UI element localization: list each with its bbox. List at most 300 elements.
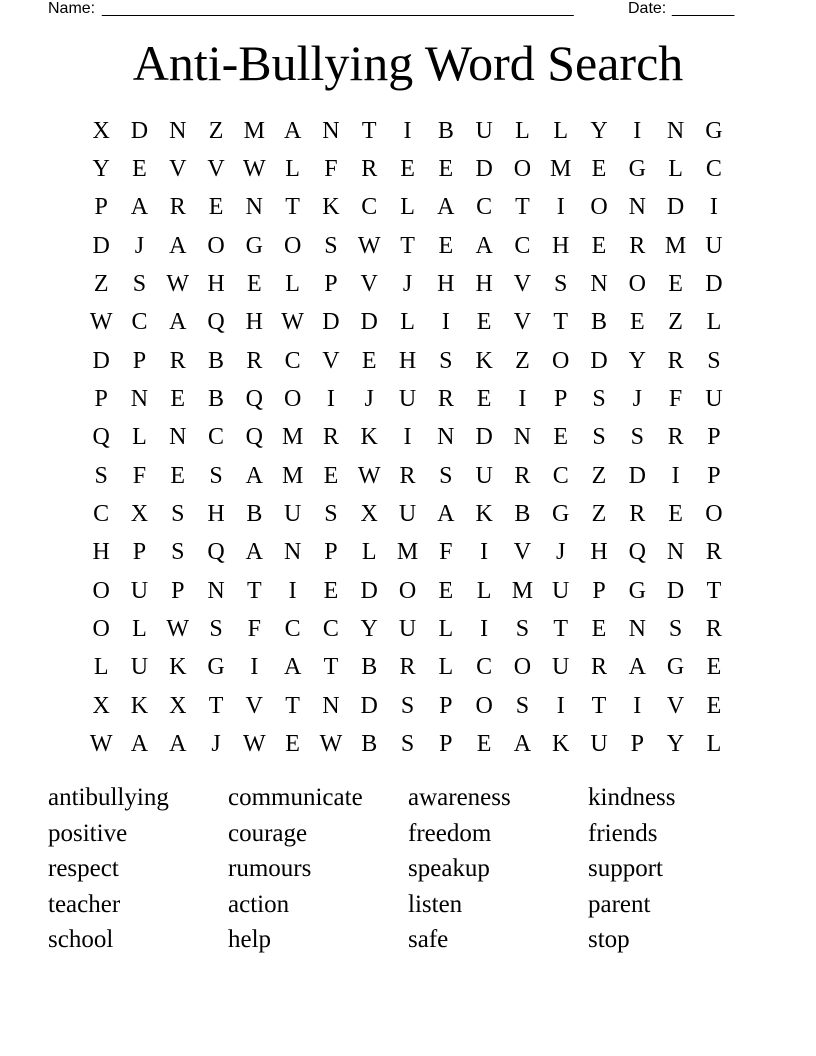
- grid-letter[interactable]: I: [556, 692, 565, 719]
- grid-letter[interactable]: N: [207, 577, 225, 604]
- grid-letter[interactable]: T: [285, 194, 300, 221]
- grid-letter[interactable]: E: [400, 156, 415, 183]
- grid-letter[interactable]: L: [132, 424, 147, 451]
- grid-letter[interactable]: S: [668, 616, 683, 643]
- grid-letter[interactable]: S: [554, 271, 568, 298]
- grid-letter[interactable]: D: [705, 271, 723, 298]
- grid-letter[interactable]: B: [591, 309, 608, 336]
- grid-letter[interactable]: O: [283, 386, 302, 413]
- grid-letter[interactable]: C: [208, 424, 225, 451]
- grid-letter[interactable]: O: [475, 692, 493, 719]
- grid-letter[interactable]: O: [92, 577, 110, 604]
- grid-letter[interactable]: W: [89, 309, 113, 336]
- grid-letter[interactable]: Z: [668, 309, 683, 336]
- grid-letter[interactable]: Q: [245, 424, 263, 451]
- grid-letter[interactable]: B: [246, 501, 263, 528]
- grid-letter[interactable]: K: [475, 501, 493, 528]
- grid-letter[interactable]: U: [705, 386, 723, 413]
- grid-letter[interactable]: I: [518, 386, 527, 413]
- grid-letter[interactable]: S: [94, 462, 108, 489]
- grid-letter[interactable]: N: [283, 539, 302, 566]
- grid-letter[interactable]: E: [476, 731, 492, 758]
- grid-letter[interactable]: B: [208, 386, 225, 413]
- grid-letter[interactable]: W: [89, 731, 113, 758]
- grid-letter[interactable]: R: [705, 616, 722, 643]
- grid-letter[interactable]: V: [666, 692, 685, 719]
- grid-letter[interactable]: C: [476, 194, 493, 221]
- grid-letter[interactable]: N: [590, 271, 608, 298]
- grid-letter[interactable]: D: [475, 424, 493, 451]
- grid-letter[interactable]: J: [211, 731, 221, 758]
- grid-letter[interactable]: P: [94, 194, 108, 221]
- grid-letter[interactable]: V: [513, 539, 532, 566]
- grid-letter[interactable]: S: [171, 539, 185, 566]
- grid-letter[interactable]: Q: [207, 309, 225, 336]
- grid-letter[interactable]: Y: [590, 117, 608, 144]
- grid-letter[interactable]: P: [324, 539, 338, 566]
- grid-letter[interactable]: V: [169, 156, 187, 183]
- grid-letter[interactable]: W: [357, 232, 381, 259]
- grid-letter[interactable]: N: [666, 117, 685, 144]
- grid-letter[interactable]: V: [360, 271, 378, 298]
- grid-letter[interactable]: E: [553, 424, 569, 451]
- grid-letter[interactable]: R: [629, 232, 646, 259]
- grid-letter[interactable]: Q: [92, 424, 110, 451]
- name-field[interactable]: _____________________________________________________: [102, 0, 574, 17]
- grid-letter[interactable]: I: [326, 386, 335, 413]
- grid-letter[interactable]: C: [361, 194, 378, 221]
- grid-letter[interactable]: N: [245, 194, 263, 221]
- grid-letter[interactable]: I: [403, 424, 412, 451]
- grid-letter[interactable]: O: [552, 347, 570, 374]
- grid-letter[interactable]: E: [591, 232, 607, 259]
- grid-letter[interactable]: H: [437, 271, 455, 298]
- grid-letter[interactable]: G: [628, 156, 646, 183]
- grid-letter[interactable]: O: [628, 271, 646, 298]
- grid-letter[interactable]: S: [324, 232, 338, 259]
- grid-letter[interactable]: K: [322, 194, 340, 221]
- grid-letter[interactable]: T: [400, 232, 415, 259]
- grid-letter[interactable]: D: [590, 347, 608, 374]
- grid-letter[interactable]: Y: [360, 616, 378, 643]
- grid-letter[interactable]: S: [400, 692, 415, 719]
- grid-letter[interactable]: I: [556, 194, 565, 221]
- grid-letter[interactable]: E: [706, 692, 722, 719]
- grid-letter[interactable]: I: [480, 539, 489, 566]
- grid-letter[interactable]: C: [514, 232, 531, 259]
- grid-letter[interactable]: P: [630, 731, 644, 758]
- grid-letter[interactable]: R: [399, 462, 416, 489]
- grid-letter[interactable]: O: [283, 232, 302, 259]
- grid-letter[interactable]: O: [92, 616, 110, 643]
- grid-letter[interactable]: S: [209, 462, 223, 489]
- grid-letter[interactable]: N: [628, 616, 646, 643]
- grid-letter[interactable]: U: [398, 616, 417, 643]
- grid-letter[interactable]: E: [591, 156, 607, 183]
- grid-letter[interactable]: E: [706, 654, 722, 681]
- grid-letter[interactable]: U: [130, 654, 149, 681]
- grid-letter[interactable]: A: [513, 731, 532, 758]
- grid-letter[interactable]: R: [591, 654, 608, 681]
- grid-letter[interactable]: R: [169, 347, 186, 374]
- grid-letter[interactable]: V: [513, 271, 532, 298]
- grid-letter[interactable]: D: [475, 156, 493, 183]
- grid-letter[interactable]: A: [130, 194, 149, 221]
- grid-letter[interactable]: P: [439, 731, 453, 758]
- grid-letter[interactable]: R: [705, 539, 722, 566]
- word-bank-item: respect: [48, 855, 119, 882]
- letter-grid: [82, 112, 733, 764]
- grid-letter[interactable]: S: [592, 424, 606, 451]
- grid-letter[interactable]: R: [437, 386, 454, 413]
- grid-letter[interactable]: K: [475, 347, 493, 374]
- grid-letter[interactable]: C: [322, 616, 339, 643]
- grid-letter[interactable]: T: [247, 577, 262, 604]
- grid-letter[interactable]: P: [439, 692, 453, 719]
- grid-letter[interactable]: T: [285, 692, 300, 719]
- grid-letter[interactable]: W: [319, 731, 343, 758]
- grid-letter[interactable]: G: [552, 501, 570, 528]
- grid-letter[interactable]: G: [705, 117, 723, 144]
- grid-letter[interactable]: U: [130, 577, 149, 604]
- grid-letter[interactable]: C: [284, 347, 301, 374]
- grid-letter[interactable]: P: [707, 424, 721, 451]
- grid-letter[interactable]: W: [243, 156, 266, 183]
- grid-letter[interactable]: C: [705, 156, 722, 183]
- grid-letter[interactable]: L: [438, 616, 454, 643]
- grid-letter[interactable]: S: [439, 347, 453, 374]
- grid-letter[interactable]: M: [511, 577, 534, 604]
- word-bank-item: communicate: [228, 784, 363, 811]
- grid-letter[interactable]: G: [207, 654, 225, 681]
- grid-letter[interactable]: R: [629, 501, 646, 528]
- grid-letter[interactable]: R: [361, 156, 378, 183]
- grid-letter[interactable]: K: [552, 731, 570, 758]
- grid-letter[interactable]: G: [245, 232, 263, 259]
- grid-letter[interactable]: H: [207, 501, 225, 528]
- grid-letter[interactable]: S: [132, 271, 147, 298]
- grid-letter[interactable]: E: [170, 386, 186, 413]
- grid-letter[interactable]: T: [515, 194, 530, 221]
- grid-letter[interactable]: D: [92, 347, 110, 374]
- grid-letter[interactable]: R: [399, 654, 416, 681]
- grid-letter[interactable]: O: [207, 232, 225, 259]
- grid-letter[interactable]: M: [396, 539, 419, 566]
- grid-letter[interactable]: V: [513, 309, 532, 336]
- grid-letter[interactable]: E: [208, 194, 224, 221]
- grid-letter[interactable]: A: [245, 462, 263, 489]
- grid-letter[interactable]: F: [439, 539, 453, 566]
- grid-letter[interactable]: L: [706, 309, 722, 336]
- grid-letter[interactable]: P: [324, 271, 338, 298]
- grid-letter[interactable]: N: [666, 539, 685, 566]
- grid-letter[interactable]: X: [169, 692, 187, 719]
- grid-letter[interactable]: S: [592, 386, 606, 413]
- grid-letter[interactable]: L: [515, 117, 530, 144]
- grid-letter[interactable]: U: [398, 501, 417, 528]
- grid-letter[interactable]: S: [400, 731, 415, 758]
- grid-letter[interactable]: X: [92, 117, 110, 144]
- grid-letter[interactable]: L: [400, 194, 415, 221]
- grid-letter[interactable]: R: [667, 424, 684, 451]
- grid-letter[interactable]: H: [552, 232, 570, 259]
- date-field[interactable]: _______: [672, 0, 735, 17]
- grid-letter[interactable]: I: [403, 117, 412, 144]
- grid-letter[interactable]: M: [550, 156, 572, 183]
- grid-letter[interactable]: E: [438, 577, 454, 604]
- word-bank-item: kindness: [588, 784, 676, 811]
- grid-letter[interactable]: P: [707, 462, 721, 489]
- grid-letter[interactable]: Y: [666, 731, 685, 758]
- grid-letter[interactable]: D: [360, 309, 378, 336]
- grid-letter[interactable]: O: [705, 501, 723, 528]
- grid-letter[interactable]: P: [554, 386, 568, 413]
- grid-letter[interactable]: G: [666, 654, 685, 681]
- grid-letter[interactable]: R: [514, 462, 531, 489]
- grid-letter[interactable]: F: [247, 616, 262, 643]
- grid-letter[interactable]: C: [93, 501, 110, 528]
- grid-letter[interactable]: F: [132, 462, 147, 489]
- grid-letter[interactable]: L: [93, 654, 109, 681]
- grid-letter[interactable]: V: [245, 692, 263, 719]
- grid-letter[interactable]: T: [323, 654, 339, 681]
- grid-letter[interactable]: L: [285, 271, 300, 298]
- grid-letter[interactable]: J: [402, 271, 413, 298]
- grid-letter[interactable]: F: [668, 386, 683, 413]
- grid-letter[interactable]: R: [667, 347, 684, 374]
- grid-letter[interactable]: L: [400, 309, 415, 336]
- grid-letter[interactable]: N: [322, 692, 340, 719]
- grid-letter[interactable]: C: [552, 462, 569, 489]
- grid-letter[interactable]: R: [246, 347, 263, 374]
- grid-letter[interactable]: Z: [591, 462, 607, 489]
- grid-letter[interactable]: I: [288, 577, 297, 604]
- grid-letter[interactable]: W: [281, 309, 304, 336]
- grid-letter[interactable]: S: [630, 424, 644, 451]
- grid-letter[interactable]: X: [130, 501, 149, 528]
- grid-letter[interactable]: A: [283, 117, 302, 144]
- grid-letter[interactable]: W: [243, 731, 266, 758]
- grid-letter[interactable]: D: [628, 462, 646, 489]
- grid-letter[interactable]: I: [250, 654, 259, 681]
- grid-letter[interactable]: O: [398, 577, 417, 604]
- grid-letter[interactable]: B: [361, 654, 378, 681]
- grid-letter[interactable]: E: [438, 156, 454, 183]
- grid-letter[interactable]: H: [475, 271, 493, 298]
- grid-letter[interactable]: J: [556, 539, 566, 566]
- grid-letter[interactable]: D: [666, 577, 685, 604]
- grid-letter[interactable]: W: [357, 462, 381, 489]
- grid-letter[interactable]: A: [169, 232, 187, 259]
- grid-letter[interactable]: F: [324, 156, 338, 183]
- grid-letter[interactable]: Z: [208, 117, 224, 144]
- grid-letter[interactable]: S: [171, 501, 185, 528]
- word-bank-item: antibullying: [48, 784, 169, 811]
- grid-letter[interactable]: U: [552, 577, 570, 604]
- grid-letter[interactable]: L: [285, 156, 300, 183]
- grid-letter[interactable]: U: [552, 654, 570, 681]
- grid-letter[interactable]: A: [437, 194, 455, 221]
- grid-letter[interactable]: U: [283, 501, 302, 528]
- grid-letter[interactable]: D: [92, 232, 110, 259]
- grid-letter[interactable]: E: [438, 232, 454, 259]
- grid-letter[interactable]: T: [208, 692, 224, 719]
- grid-letter[interactable]: S: [209, 616, 223, 643]
- grid-letter[interactable]: E: [591, 616, 607, 643]
- word-bank-item: support: [588, 855, 663, 882]
- grid-letter[interactable]: M: [281, 424, 304, 451]
- grid-letter[interactable]: D: [130, 117, 149, 144]
- grid-letter[interactable]: S: [515, 616, 530, 643]
- grid-letter[interactable]: L: [476, 577, 492, 604]
- grid-letter[interactable]: L: [706, 731, 722, 758]
- grid-letter[interactable]: E: [323, 462, 339, 489]
- grid-letter[interactable]: N: [322, 117, 340, 144]
- grid-letter[interactable]: U: [398, 386, 417, 413]
- grid-letter[interactable]: J: [134, 232, 145, 259]
- grid-letter[interactable]: I: [633, 692, 642, 719]
- grid-letter[interactable]: D: [666, 194, 685, 221]
- grid-letter[interactable]: E: [668, 271, 683, 298]
- grid-letter[interactable]: K: [130, 692, 149, 719]
- grid-letter[interactable]: O: [590, 194, 608, 221]
- grid-letter[interactable]: A: [169, 731, 187, 758]
- grid-letter[interactable]: J: [632, 386, 642, 413]
- grid-letter[interactable]: N: [130, 386, 149, 413]
- grid-letter[interactable]: A: [437, 501, 455, 528]
- grid-letter[interactable]: N: [437, 424, 455, 451]
- grid-letter[interactable]: J: [364, 386, 374, 413]
- grid-letter[interactable]: C: [284, 616, 301, 643]
- grid-letter[interactable]: V: [322, 347, 340, 374]
- grid-letter[interactable]: L: [132, 616, 147, 643]
- grid-letter[interactable]: X: [92, 692, 110, 719]
- grid-letter[interactable]: T: [361, 117, 377, 144]
- grid-letter[interactable]: D: [360, 577, 378, 604]
- grid-letter[interactable]: I: [633, 117, 642, 144]
- grid-letter[interactable]: R: [169, 194, 186, 221]
- grid-letter[interactable]: H: [207, 271, 225, 298]
- grid-letter[interactable]: D: [360, 692, 378, 719]
- grid-letter[interactable]: V: [207, 156, 225, 183]
- grid-letter[interactable]: I: [671, 462, 680, 489]
- grid-letter[interactable]: W: [166, 271, 190, 298]
- grid-letter[interactable]: B: [361, 731, 378, 758]
- grid-letter[interactable]: E: [476, 386, 492, 413]
- grid-letter[interactable]: U: [475, 462, 493, 489]
- grid-letter[interactable]: P: [132, 539, 147, 566]
- grid-letter[interactable]: N: [628, 194, 646, 221]
- grid-letter[interactable]: A: [475, 232, 493, 259]
- grid-letter[interactable]: E: [629, 309, 645, 336]
- grid-letter[interactable]: Z: [591, 501, 607, 528]
- word-bank-item: rumours: [228, 855, 312, 882]
- grid-letter[interactable]: L: [553, 117, 569, 144]
- grid-letter[interactable]: Z: [515, 347, 530, 374]
- grid-letter[interactable]: G: [628, 577, 646, 604]
- grid-letter[interactable]: U: [590, 731, 608, 758]
- grid-letter[interactable]: L: [668, 156, 683, 183]
- grid-letter[interactable]: E: [247, 271, 262, 298]
- grid-letter[interactable]: X: [360, 501, 378, 528]
- grid-letter[interactable]: N: [169, 424, 187, 451]
- grid-letter[interactable]: A: [628, 654, 646, 681]
- grid-letter[interactable]: K: [360, 424, 378, 451]
- grid-letter[interactable]: A: [245, 539, 263, 566]
- grid-letter[interactable]: O: [513, 156, 532, 183]
- grid-letter[interactable]: I: [480, 616, 489, 643]
- grid-letter[interactable]: E: [361, 347, 377, 374]
- grid-letter[interactable]: R: [322, 424, 339, 451]
- grid-letter[interactable]: B: [437, 117, 454, 144]
- grid-letter[interactable]: P: [171, 577, 185, 604]
- grid-letter[interactable]: Q: [628, 539, 646, 566]
- grid-letter[interactable]: D: [322, 309, 340, 336]
- grid-letter[interactable]: M: [664, 232, 687, 259]
- grid-letter[interactable]: T: [706, 577, 722, 604]
- grid-letter[interactable]: B: [208, 347, 225, 374]
- grid-letter[interactable]: C: [131, 309, 148, 336]
- grid-letter[interactable]: T: [553, 616, 569, 643]
- grid-letter[interactable]: U: [705, 232, 723, 259]
- grid-letter[interactable]: E: [668, 501, 683, 528]
- word-bank-item: courage: [228, 819, 308, 847]
- grid-letter[interactable]: K: [169, 654, 187, 681]
- grid-letter[interactable]: E: [170, 462, 186, 489]
- grid-letter[interactable]: Z: [93, 271, 109, 298]
- grid-letter[interactable]: L: [438, 654, 454, 681]
- grid-letter[interactable]: A: [169, 309, 187, 336]
- grid-letter[interactable]: O: [513, 654, 532, 681]
- grid-letter[interactable]: S: [439, 462, 453, 489]
- grid-letter[interactable]: E: [132, 156, 147, 183]
- grid-letter[interactable]: T: [553, 309, 569, 336]
- grid-letter[interactable]: P: [132, 347, 147, 374]
- grid-letter[interactable]: C: [476, 654, 493, 681]
- grid-letter[interactable]: B: [514, 501, 531, 528]
- grid-letter[interactable]: P: [592, 577, 606, 604]
- grid-letter[interactable]: S: [707, 347, 721, 374]
- grid-letter[interactable]: M: [281, 462, 304, 489]
- grid-letter[interactable]: N: [169, 117, 187, 144]
- grid-letter[interactable]: Y: [628, 347, 646, 374]
- grid-letter[interactable]: A: [283, 654, 302, 681]
- grid-letter[interactable]: H: [398, 347, 417, 374]
- grid-letter[interactable]: T: [591, 692, 607, 719]
- page-title: Anti-Bullying Word Search: [132, 35, 684, 91]
- grid-letter[interactable]: L: [361, 539, 377, 566]
- grid-letter[interactable]: S: [324, 501, 338, 528]
- grid-letter[interactable]: Q: [245, 386, 263, 413]
- grid-letter[interactable]: E: [285, 731, 300, 758]
- grid-letter[interactable]: P: [94, 386, 108, 413]
- grid-letter[interactable]: A: [130, 731, 149, 758]
- grid-letter[interactable]: Q: [207, 539, 225, 566]
- grid-letter[interactable]: S: [515, 692, 530, 719]
- grid-letter[interactable]: W: [166, 616, 190, 643]
- grid-letter[interactable]: E: [323, 577, 339, 604]
- grid-letter[interactable]: E: [476, 309, 492, 336]
- grid-letter[interactable]: H: [590, 539, 608, 566]
- grid-letter[interactable]: Y: [92, 156, 110, 183]
- grid-letter[interactable]: M: [243, 117, 265, 144]
- grid-letter[interactable]: H: [92, 539, 110, 566]
- grid-letter[interactable]: I: [709, 194, 718, 221]
- grid-letter[interactable]: U: [475, 117, 493, 144]
- grid-letter[interactable]: I: [441, 309, 450, 336]
- grid-letter[interactable]: H: [245, 309, 263, 336]
- grid-letter[interactable]: N: [513, 424, 532, 451]
